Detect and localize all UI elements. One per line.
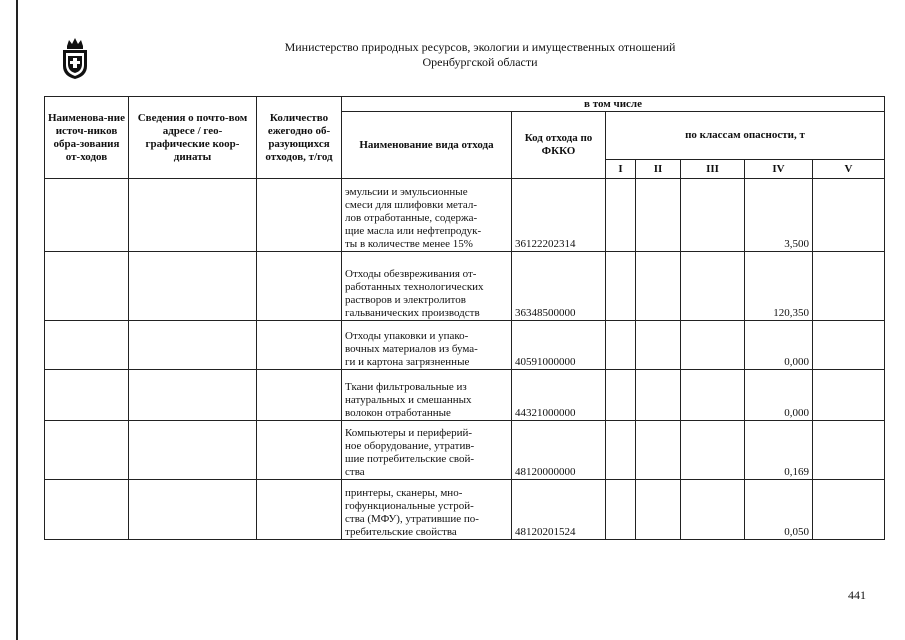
col-header-fkko-code: Код отхода по ФККО <box>512 112 606 179</box>
annual-qty-cell <box>257 179 342 252</box>
class-3-cell <box>681 370 745 421</box>
class-5-cell <box>813 321 885 370</box>
address-cell <box>129 321 257 370</box>
source-name-cell <box>45 252 129 321</box>
table-row <box>45 370 885 421</box>
class-2-cell <box>636 480 681 540</box>
col-header-annual-qty: Количество ежегодно об-разующихся отходов, т/год <box>257 97 342 179</box>
class-4-cell: 3,500 <box>745 179 813 252</box>
class-4-cell: 0,050 <box>745 480 813 540</box>
waste-type-line: принтеры, сканеры, мно- <box>345 487 463 499</box>
class-4-cell: 0,169 <box>745 421 813 480</box>
source-name-cell <box>45 480 129 540</box>
waste-type-line: требительские свойства <box>345 526 457 538</box>
table-row <box>45 480 885 540</box>
class-2-cell <box>636 421 681 480</box>
waste-type-line: волокон отработанные <box>345 407 451 419</box>
region-name: Оренбургской области <box>422 55 538 69</box>
class-2-cell <box>636 252 681 321</box>
class-3-cell <box>681 321 745 370</box>
address-cell <box>129 480 257 540</box>
class-1-cell <box>606 480 636 540</box>
waste-type-cell <box>342 252 512 321</box>
waste-type-cell <box>342 480 512 540</box>
table-row <box>45 179 885 252</box>
table-row <box>45 421 885 480</box>
source-name-cell <box>45 321 129 370</box>
waste-type-line: гальванических производств <box>345 307 480 319</box>
col-header-class-5: V <box>813 160 885 179</box>
col-header-including: в том числе <box>342 97 885 112</box>
waste-type-line: щие масла или нефтепродук- <box>345 225 482 237</box>
address-cell <box>129 421 257 480</box>
class-2-cell <box>636 370 681 421</box>
annual-qty-cell <box>257 370 342 421</box>
orenburg-coat-of-arms-icon <box>60 38 90 80</box>
col-header-class-1: I <box>606 160 636 179</box>
waste-type-line: Компьютеры и периферий- <box>345 427 473 439</box>
table-row <box>45 321 885 370</box>
class-5-cell <box>813 370 885 421</box>
waste-type-line: Ткани фильтровальные из <box>345 381 467 393</box>
class-5-cell <box>813 421 885 480</box>
waste-type-line: вочных материалов из бума- <box>345 343 478 355</box>
class-3-cell <box>681 252 745 321</box>
waste-type-line: Отходы упаковки и упако- <box>345 330 469 342</box>
col-header-class-2: II <box>636 160 681 179</box>
col-header-source-name: Наименова-ние источ-ников обра-зования от-ходов <box>45 97 129 179</box>
source-name-cell <box>45 421 129 480</box>
waste-type-line: ги и картона загрязненные <box>345 356 470 368</box>
source-name-cell <box>45 370 129 421</box>
waste-type-line: работанных технологических <box>345 281 484 293</box>
class-1-cell <box>606 370 636 421</box>
waste-type-line: ства <box>345 466 365 478</box>
class-5-cell <box>813 179 885 252</box>
class-1-cell <box>606 179 636 252</box>
waste-type-line: натуральных и смешанных <box>345 394 472 406</box>
fkko-code-cell: 40591000000 <box>512 321 606 370</box>
address-cell <box>129 252 257 321</box>
class-3-cell <box>681 421 745 480</box>
waste-type-cell <box>342 321 512 370</box>
table-row <box>45 252 885 321</box>
waste-type-line: эмульсии и эмульсионные <box>345 186 468 198</box>
class-4-cell: 120,350 <box>745 252 813 321</box>
waste-type-line: лов отработанные, содержа- <box>345 212 478 224</box>
waste-type-line: Отходы обезвреживания от- <box>345 268 477 280</box>
class-2-cell <box>636 179 681 252</box>
source-name-cell <box>45 179 129 252</box>
col-header-class-3: III <box>681 160 745 179</box>
col-header-hazard-classes: по классам опасности, т <box>606 112 885 160</box>
col-header-class-4: IV <box>745 160 813 179</box>
waste-type-line: ты в количестве менее 15% <box>345 238 473 250</box>
waste-type-line: гофункциональные устрой- <box>345 500 474 512</box>
annual-qty-cell <box>257 421 342 480</box>
waste-type-line: ное оборудование, утратив- <box>345 440 475 452</box>
waste-type-line: растворов и электролитов <box>345 294 466 306</box>
class-4-cell: 0,000 <box>745 321 813 370</box>
class-1-cell <box>606 421 636 480</box>
address-cell <box>129 179 257 252</box>
document-header <box>200 40 760 70</box>
class-5-cell <box>813 480 885 540</box>
waste-type-line: шие потребительские свой- <box>345 453 475 465</box>
class-2-cell <box>636 321 681 370</box>
waste-type-line: смеси для шлифовки метал- <box>345 199 477 211</box>
fkko-code-cell: 44321000000 <box>512 370 606 421</box>
col-header-waste-type: Наименование вида отхода <box>342 112 512 179</box>
class-1-cell <box>606 252 636 321</box>
annual-qty-cell <box>257 252 342 321</box>
class-5-cell <box>813 252 885 321</box>
waste-type-cell <box>342 370 512 421</box>
col-header-address: Сведения о почто-вом адресе / гео-графические коор-динаты <box>129 97 257 179</box>
class-3-cell <box>681 179 745 252</box>
annual-qty-cell <box>257 321 342 370</box>
fkko-code-cell: 48120201524 <box>512 480 606 540</box>
fkko-code-cell: 36122202314 <box>512 179 606 252</box>
page-number: 441 <box>848 588 866 602</box>
address-cell <box>129 370 257 421</box>
waste-type-cell <box>342 421 512 480</box>
fkko-code-cell: 36348500000 <box>512 252 606 321</box>
fkko-code-cell: 48120000000 <box>512 421 606 480</box>
class-3-cell <box>681 480 745 540</box>
ministry-name: Министерство природных ресурсов, экологии и имущественных отношений <box>284 40 676 54</box>
class-4-cell: 0,000 <box>745 370 813 421</box>
binding-edge-line <box>16 0 18 640</box>
waste-type-cell <box>342 179 512 252</box>
class-1-cell <box>606 321 636 370</box>
annual-qty-cell <box>257 480 342 540</box>
waste-type-line: ства (МФУ), утратившие по- <box>345 513 479 525</box>
waste-sources-table <box>44 96 885 540</box>
